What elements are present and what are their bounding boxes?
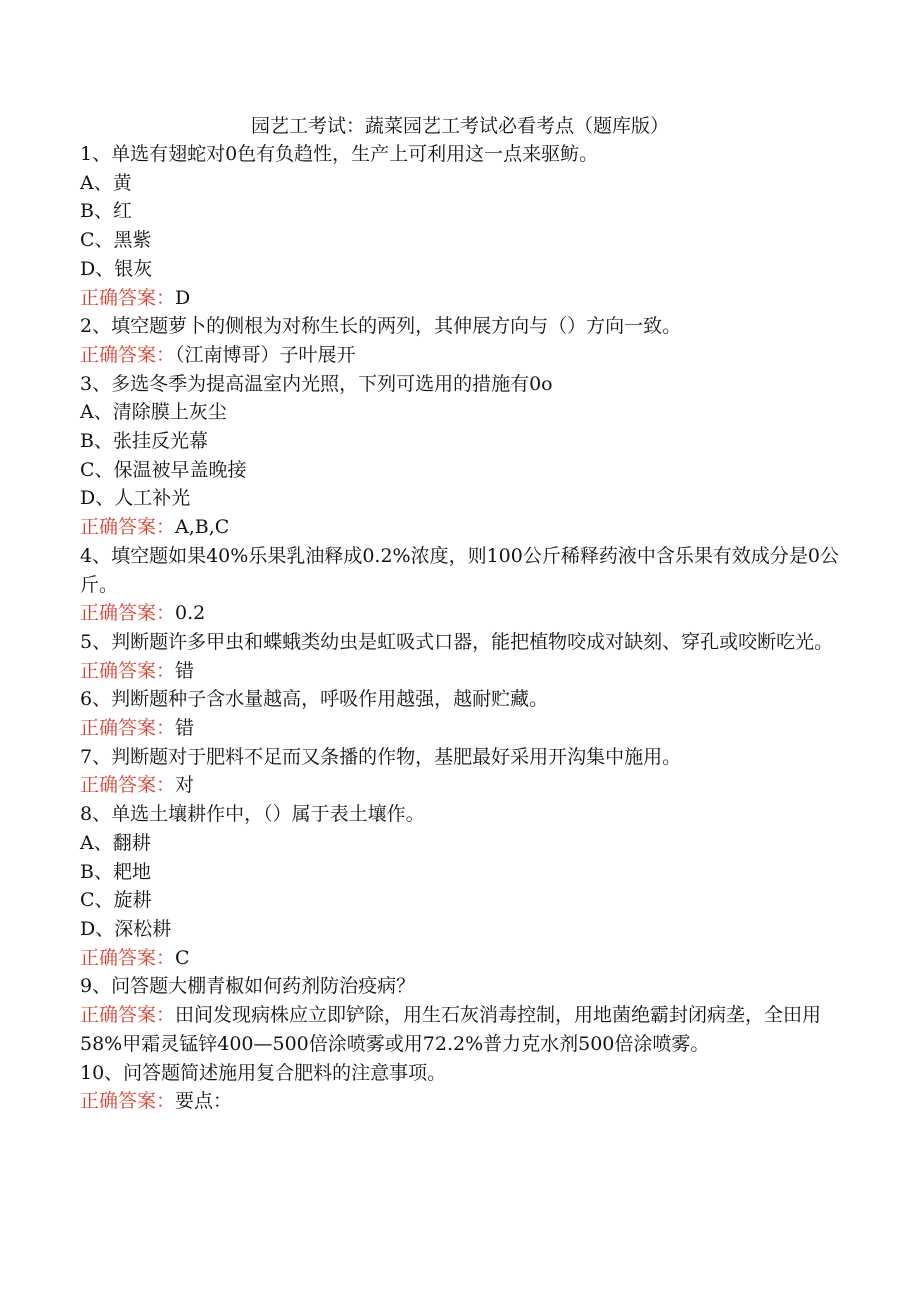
option-c: C、旋耕 [80,889,152,912]
question-stem: 3、多选冬季为提高温室内光照，下列可选用的措施有0o [80,372,553,395]
option-c: C、黑紫 [80,229,152,252]
option-d: D、深松耕 [80,917,172,940]
answer-line [80,944,840,973]
option-d: D、人工补光 [80,487,191,510]
question-stem: 1、单选有翅蛇对0色有负趋性，生产上可利用这一点来驱鲂。 [80,143,599,165]
answer-line [80,1087,840,1116]
answer-label: 正确答案： [80,774,176,797]
question-list [80,140,840,1116]
answer-value: D [175,286,191,309]
option-a: A、翻耕 [80,831,151,854]
answer-label: 正确答案： [80,343,176,366]
option-a: A、黄 [80,171,132,194]
answer-label: 正确答案： [80,516,176,539]
option-b: B、耙地 [80,860,151,883]
option-d: D、银灰 [80,257,153,280]
answer-label: 正确答案： [80,946,176,969]
answer-label: 正确答案： [80,1004,176,1027]
answer-line [80,284,840,313]
answer-value: 要点： [175,1090,233,1113]
question-stem: 6、判断题种子含水量越高，呼吸作用越强，越耐贮藏。 [80,688,549,711]
answer-value: 0.2 [175,602,206,625]
answer-label: 正确答案： [80,1090,176,1113]
answer-line [80,771,840,800]
answer-value: 错 [175,659,195,682]
answer-value: A,B,C [175,516,230,539]
answer-value: 错 [175,717,195,740]
answer-line [80,714,840,743]
option-a: A、清除膜上灰尘 [80,401,227,424]
question-stem: 7、判断题对于肥料不足而又条播的作物，基肥最好采用开沟集中施用。 [80,745,682,768]
answer-value: 田间发现病株应立即铲除，用生石灰消毒控制，用地菌绝霸封闭病垄，全田用58%甲霜灵锰锌400—500倍涂喷雾或用72.2%普力克水剂500倍涂喷雾。 [80,1004,822,1055]
answer-value: （江南博哥）子叶展开 [175,343,356,366]
answer-line [80,599,840,628]
question-stem: 9、问答题大棚青椒如何药剂防治疫病？ [80,975,416,998]
option-c: C、保温被早盖晚接 [80,458,247,481]
answer-label: 正确答案： [80,286,176,309]
question-stem: 5、判断题许多甲虫和蝶蛾类幼虫是虹吸式口器，能把植物咬成对缺刻、穿孔或咬断吃光。 [80,630,834,653]
answer-value: 对 [175,774,195,797]
answer-line [80,1001,840,1058]
option-b: B、张挂反光幕 [80,430,208,453]
page-title: 园艺工考试：蔬菜园艺工考试必看考点（题库版） [250,115,669,137]
option-b: B、红 [80,200,132,223]
answer-value: C [175,946,190,969]
answer-line [80,657,840,686]
answer-label: 正确答案： [80,659,176,682]
question-stem: 2、填空题萝卜的侧根为对称生长的两列，其伸展方向与（）方向一致。 [80,315,682,338]
answer-label: 正确答案： [80,717,176,740]
question-stem: 8、单选土壤耕作中，（）属于表土壤作。 [80,803,425,826]
question-stem: 10、问答题简述施用复合肥料的注意事项。 [80,1061,447,1084]
answer-line [80,513,840,542]
answer-label: 正确答案： [80,602,176,625]
question-stem: 4、填空题如果40%乐果乳油释成0.2%浓度，则100公斤稀释药液中含乐果有效成分是0公斤。 [80,544,839,596]
answer-line [80,341,840,370]
